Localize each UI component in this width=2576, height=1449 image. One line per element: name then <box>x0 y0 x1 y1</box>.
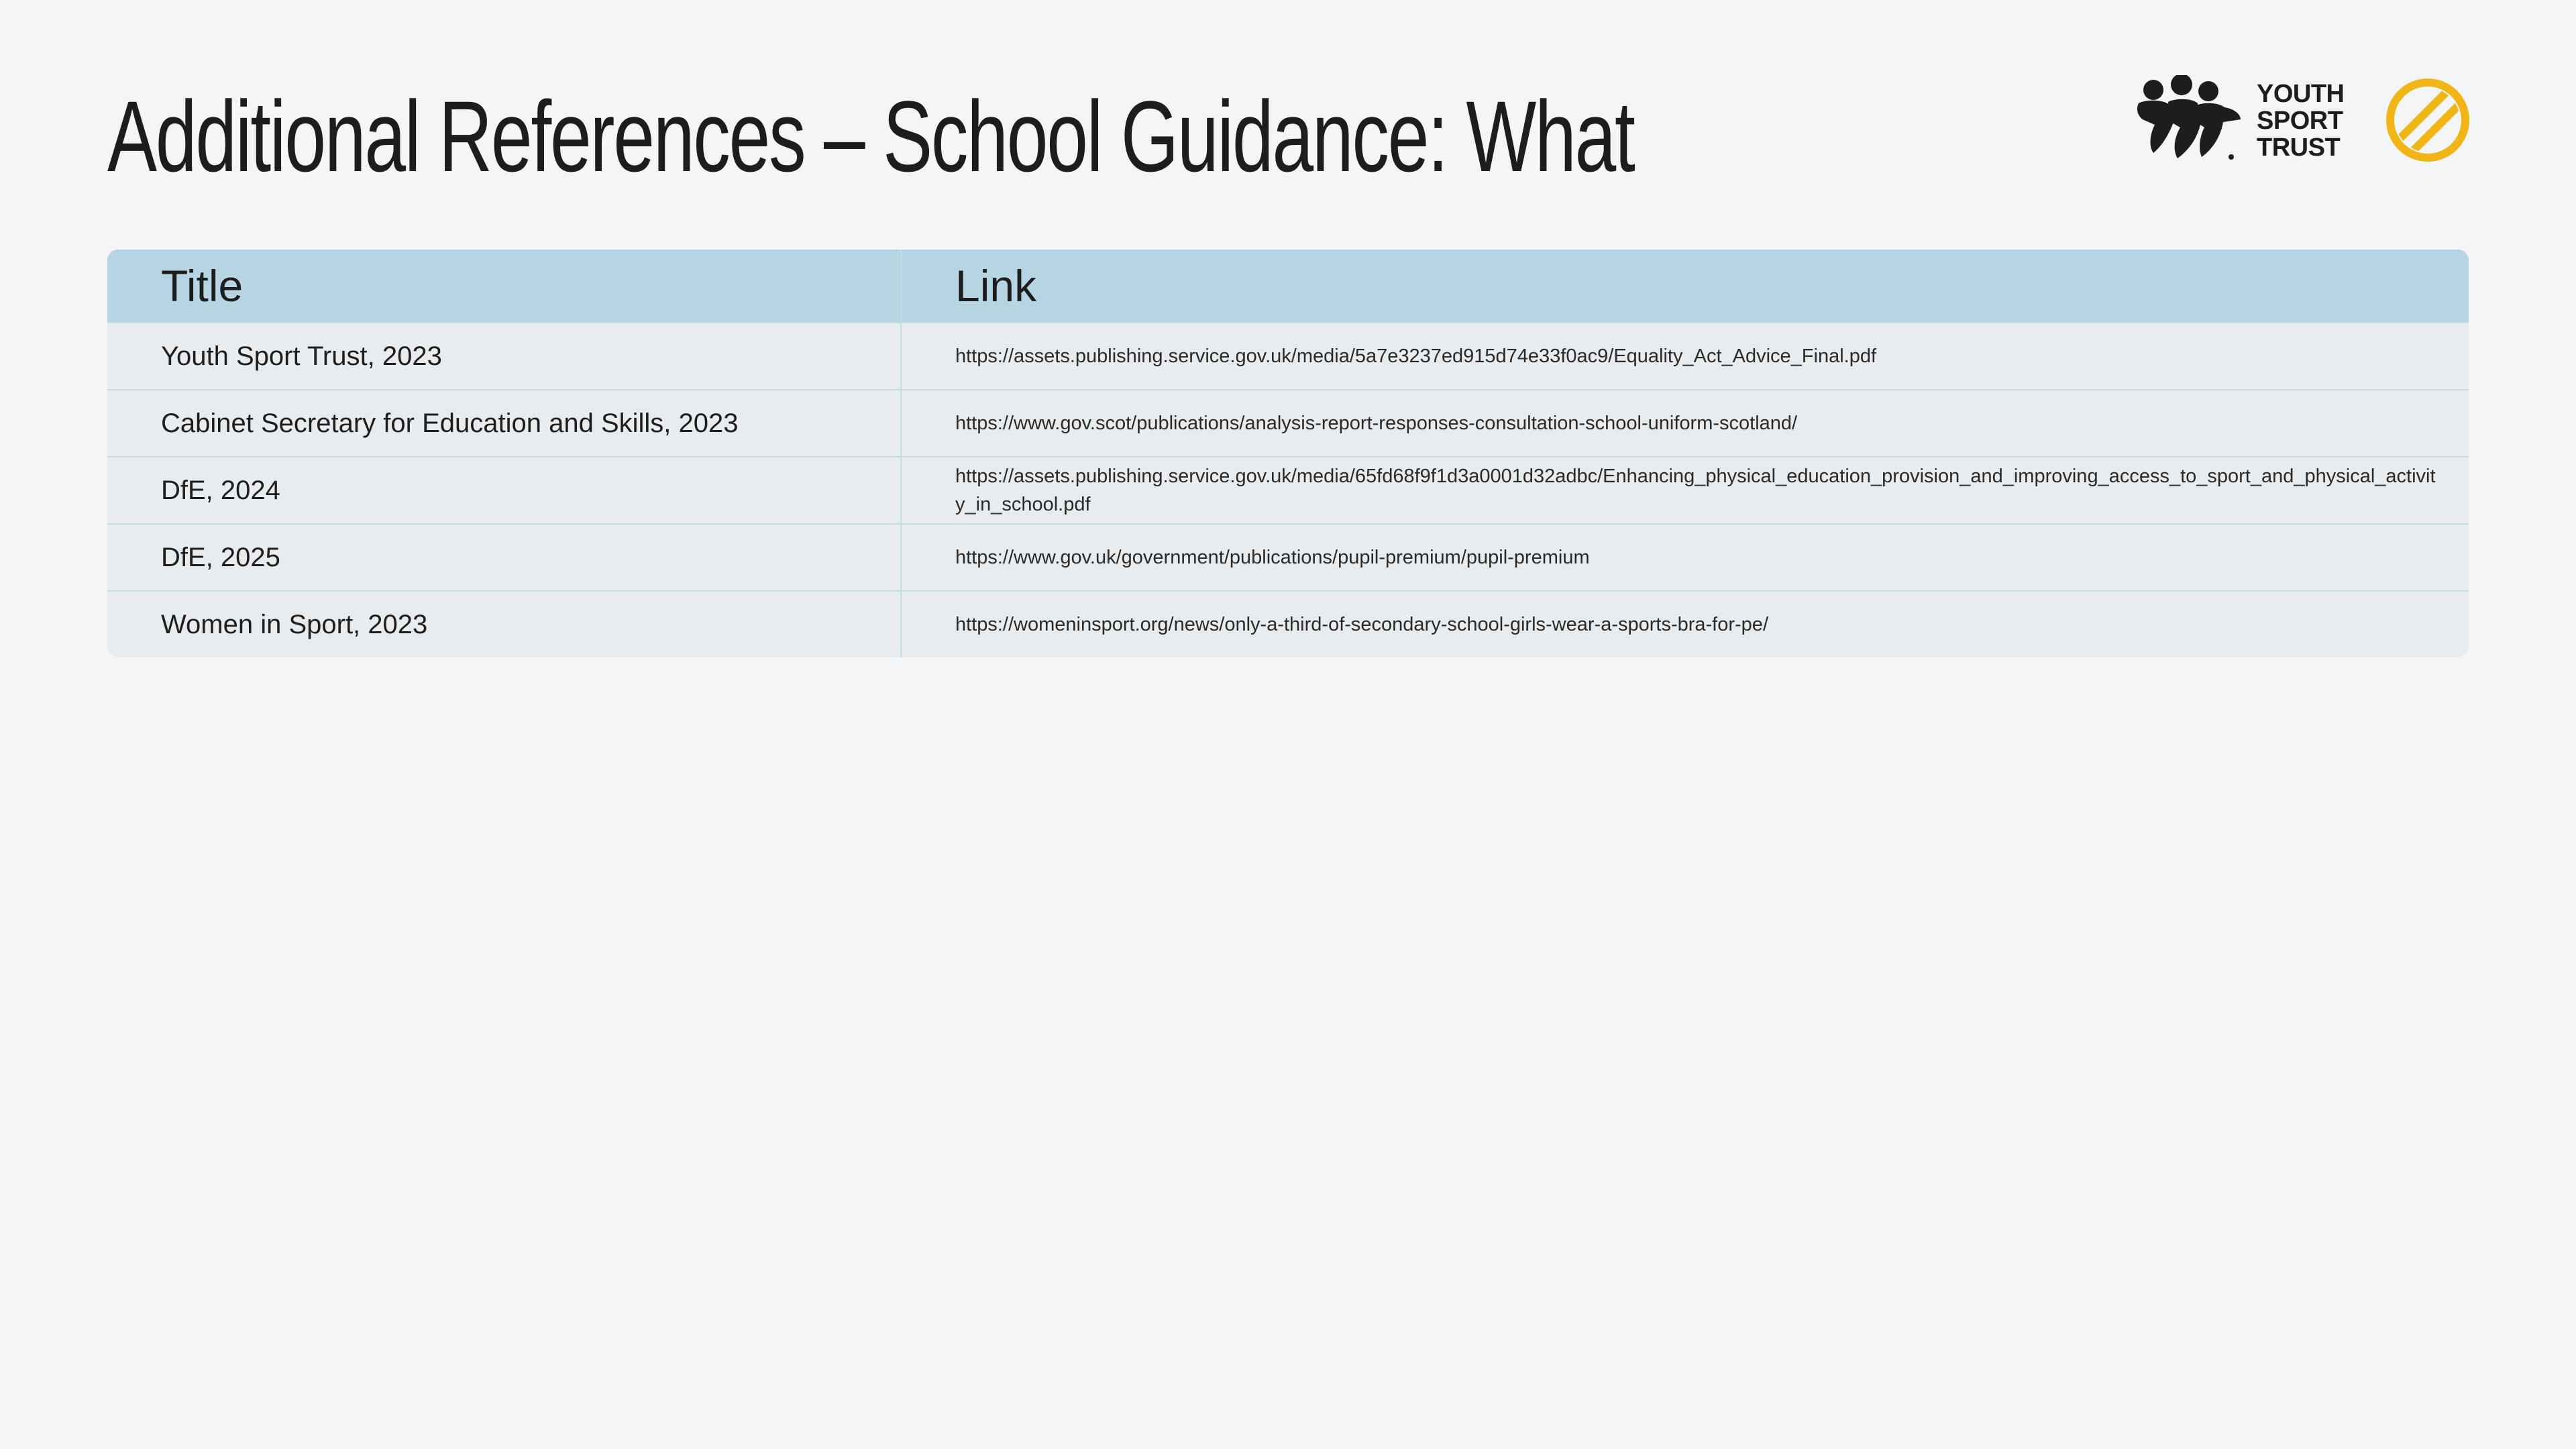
reference-link[interactable]: https://assets.publishing.service.gov.uk/media/65fd68f9f1d3a0001d32adbc/Enhancing_physical_education_provision_and_improving_access_to_sport_and_physical_activity_in_school.pdf <box>955 466 2436 515</box>
page-title: Additional References – School Guidance: What <box>107 80 1634 193</box>
youth-sport-trust-figures-icon <box>2133 75 2247 166</box>
reference-title: DfE, 2024 <box>107 458 902 523</box>
reference-title: Cabinet Secretary for Education and Skills, 2023 <box>107 390 902 456</box>
table-row <box>107 456 2469 523</box>
reference-link[interactable]: https://assets.publishing.service.gov.uk/media/5a7e3237ed915d74e33f0ac9/Equality_Act_Advice_Final.pdf <box>955 345 1877 367</box>
table-row <box>107 523 2469 590</box>
reference-title: Youth Sport Trust, 2023 <box>107 323 902 389</box>
partner-circle-stripes-icon <box>2385 78 2470 162</box>
table-row <box>107 322 2469 389</box>
table-row <box>107 590 2469 657</box>
youth-sport-trust-logo <box>2133 75 2345 166</box>
wordmark-line-trust: TRUST <box>2257 133 2341 162</box>
table-row <box>107 389 2469 456</box>
youth-sport-trust-wordmark <box>2257 80 2345 161</box>
reference-title: Women in Sport, 2023 <box>107 592 902 657</box>
reference-link[interactable]: https://www.gov.scot/publications/analysis-report-responses-consultation-school-uniform-scotland/ <box>955 413 1798 434</box>
reference-title: DfE, 2025 <box>107 525 902 590</box>
table-header-row <box>107 250 2469 322</box>
wordmark-line-sport: SPORT <box>2257 106 2343 135</box>
reference-link[interactable]: https://womeninsport.org/news/only-a-third-of-secondary-school-girls-wear-a-sports-bra-for-pe/ <box>955 614 1768 635</box>
references-table <box>107 250 2469 657</box>
wordmark-line-youth: YOUTH <box>2257 79 2345 108</box>
column-header-link: Link <box>955 261 1037 311</box>
column-header-title: Title <box>107 250 902 322</box>
reference-link[interactable]: https://www.gov.uk/government/publications/pupil-premium/pupil-premium <box>955 547 1590 568</box>
